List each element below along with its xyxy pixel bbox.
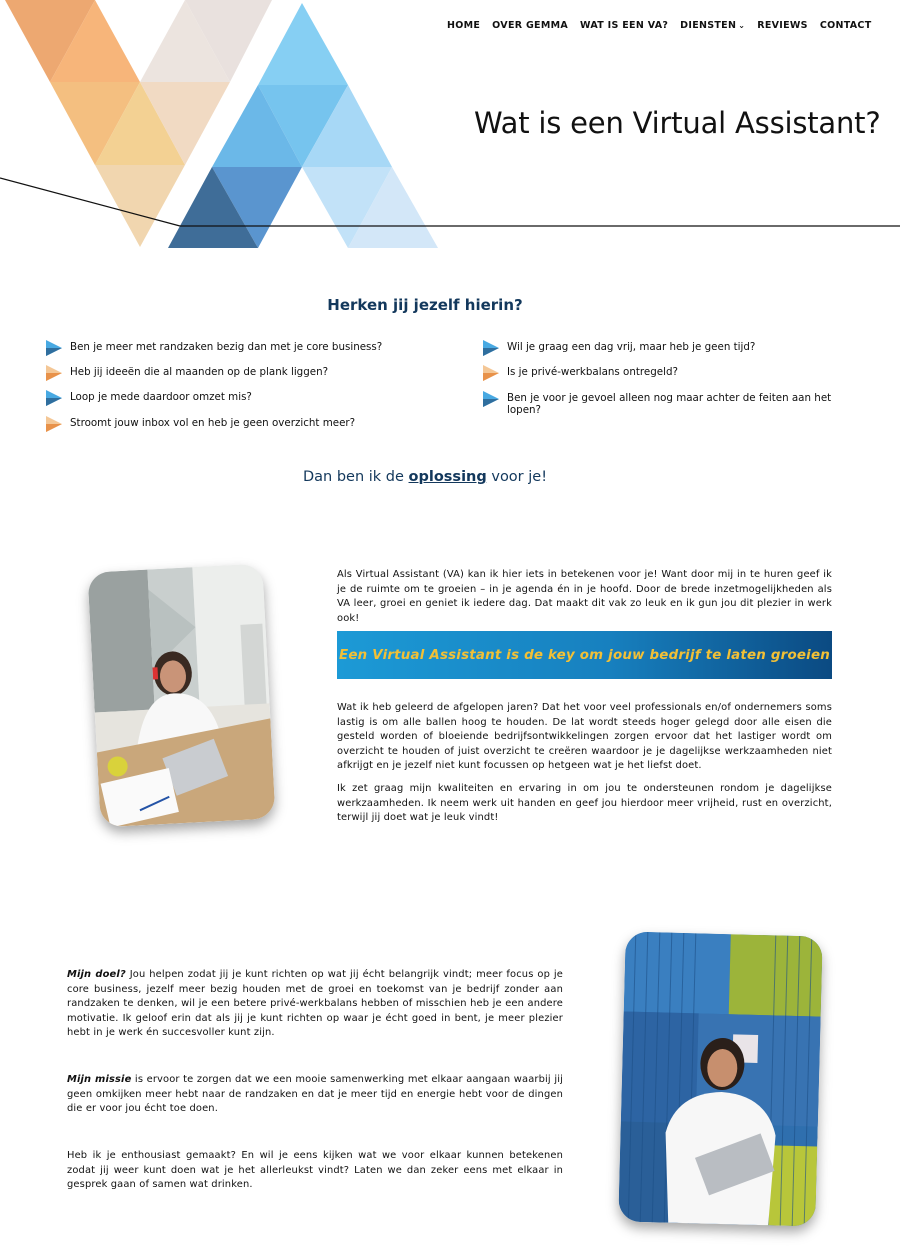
orange-play-arrow-icon (483, 365, 499, 381)
oplossing-link[interactable]: oplossing (408, 469, 487, 485)
list-item-text: Ben je meer met randzaken bezig dan met je core business? (70, 341, 383, 353)
recognize-heading: Herken jij jezelf hierin? (327, 296, 523, 314)
list-item (46, 417, 355, 429)
nav-over-gemma[interactable]: OVER GEMMA (492, 20, 569, 31)
list-item (483, 392, 837, 416)
goal-lead: Mijn doel? (67, 969, 126, 980)
orange-play-arrow-icon (46, 365, 62, 381)
photo-gemma-office (87, 564, 275, 828)
photo-gemma-containers (618, 931, 823, 1226)
solution-text-after: voor je! (486, 469, 548, 485)
intro-paragraph: Als Virtual Assistant (VA) kan ik hier iets in betekenen voor je! Want door mij in te huren geef ik je de ruimte om te groeien – in je agenda én in je hoofd. Door de brede inzetmogelijkheden als VA leer, groei en geniet ik iedere dag. Dat maakt dit vak zo leuk en ik gun jou dit plezier in werk ook! (337, 569, 832, 624)
nav-home[interactable]: HOME (447, 20, 481, 31)
key-banner-text: Een Virtual Assistant is de key om jouw bedrijf te laten groeien (339, 647, 830, 663)
goal-text: Jou helpen zodat jij je kunt richten op wat jij écht belangrijk vindt; meer focus op je core business, jezelf meer bezig houden met de groei en toekomst van je bedrijf zonder aan randzaken te denken, wil je een betere privé-werkbalans hebben of misschien heb je een andere motivatie. Ik geloof erin dat als jij je kunt richten op waar je écht goed in bent, je meer plezier hebt in je werk én succesvoller kunt zijn. (67, 969, 564, 1039)
nav-diensten-label: DIENSTEN (680, 20, 737, 31)
nav-reviews[interactable]: REVIEWS (757, 20, 808, 31)
solution-text-before: Dan ben ik de (302, 469, 409, 485)
mission-text: is ervoor te zorgen dat we een mooie samenwerking met elkaar aangaan waarbij jij geen omkijken meer hebt naar de randzaken en dat je meer tijd en energie hebt voor de dingen die er voor jou écht toe doen. (67, 1074, 563, 1115)
mission-paragraph (67, 1073, 563, 1117)
list-item-text: Ben je voor je gevoel alleen nog maar achter de feiten aan het lopen? (507, 392, 832, 416)
orange-play-arrow-icon (46, 416, 62, 432)
list-item-text: Stroomt jouw inbox vol en heb je geen overzicht meer? (70, 417, 356, 429)
list-item (46, 391, 252, 403)
blue-play-arrow-icon (483, 391, 499, 407)
mission-lead: Mijn missie (67, 1074, 132, 1085)
main-navigation (447, 20, 871, 31)
list-item (483, 341, 837, 353)
list-item (483, 366, 837, 378)
enthusiast-paragraph: Heb ik je enthousiast gemaakt? En wil je eens kijken wat we voor elkaar kunnen betekenen zodat jij weer kunt doen wat je het allerleukst vindt? Laten we dan zeker eens met elkaar in gesprek gaan of samen wat drinken. (67, 1150, 563, 1191)
list-item-text: Heb jij ideeën die al maanden op de plank liggen? (70, 366, 329, 378)
blue-play-arrow-icon (46, 390, 62, 406)
blue-play-arrow-icon (483, 340, 499, 356)
list-item (46, 341, 382, 353)
learned-paragraph: Wat ik heb geleerd de afgelopen jaren? Dat het voor veel professionals en/of ondernemers soms lastig is om alle ballen hoog te houden. De lat wordt steeds hoger gelegd door alle eisen die gesteld worden of bloeiende bedrijfsontwikkelingen zorgen ervoor dat het lastiger wordt om overzicht te houden of juist overzicht te creëren waardoor je je dagelijkse werkzaamheden niet afkrijgt en je jezelf niet kunt focussen op hetgeen wat je het liefst doet. (337, 702, 832, 772)
hero-triangle-sand (95, 165, 185, 247)
nav-wat-is-een-va[interactable]: WAT IS EEN VA? (580, 20, 669, 31)
list-item-text: Wil je graag een dag vrij, maar heb je geen tijd? (507, 341, 756, 353)
blue-play-arrow-icon (46, 340, 62, 356)
list-item-text: Is je privé-werkbalans ontregeld? (507, 366, 678, 378)
nav-contact[interactable]: CONTACT (819, 20, 872, 31)
nav-diensten[interactable] (680, 20, 745, 31)
hero-triangle-blue (258, 3, 348, 85)
page-title: Wat is een Virtual Assistant? (474, 106, 881, 140)
goal-paragraph (67, 968, 563, 1041)
solution-tagline (0, 469, 850, 485)
help-paragraph: Ik zet graag mijn kwaliteiten en ervaring in om jou te ondersteunen rondom je dagelijkse werkzaamheden. Ik neem werk uit handen en geef jou hierdoor meer vrijheid, rust en overzicht, terwijl jij doet wat je leuk vindt! (337, 783, 832, 824)
list-item-text: Loop je mede daardoor omzet mis? (70, 391, 252, 403)
key-banner (337, 631, 832, 679)
list-item (46, 366, 328, 378)
chevron-down-icon: ⌄ (738, 21, 746, 30)
